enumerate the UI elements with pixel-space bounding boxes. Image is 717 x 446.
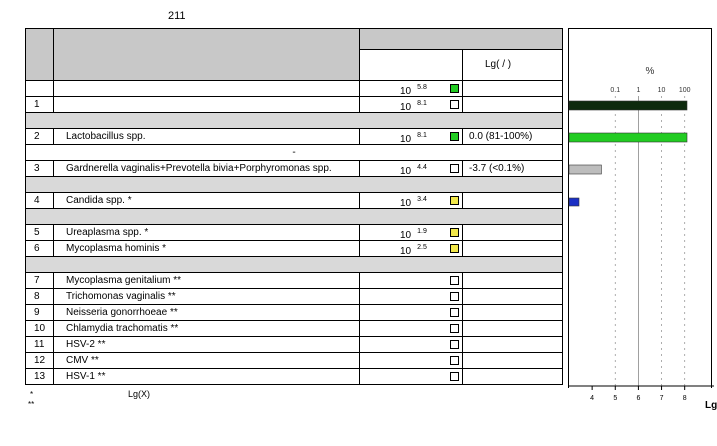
lg-value [463,369,563,385]
quantity-value: 10 $^{3.4}$ [400,196,427,209]
organism-name: Mycoplasma genitalium ** [54,273,360,289]
quantity-value: 10 $^{8.1}$ [400,100,427,113]
bar-row-2 [569,133,687,142]
value-cell [360,273,463,289]
x-tick-label: 5 [613,395,618,402]
header-num-cell [26,29,54,81]
row-number: 8 [26,289,54,305]
status-square [450,196,459,205]
lg-value [463,225,563,241]
row-number: 7 [26,273,54,289]
value-cell [360,129,463,145]
organism-name [54,97,360,113]
quantity-value: 10 $^{1.9}$ [400,228,427,241]
lg-value [463,305,563,321]
status-square [450,244,459,253]
organism-name: HSV-2 ** [54,337,360,353]
status-square [450,324,459,333]
lg-value [463,337,563,353]
bar-row-4 [569,198,579,206]
separator-mark: - [292,146,296,158]
organism-name: Lactobacillus spp. [54,129,360,145]
lg-value [463,273,563,289]
footnote-single: * [30,390,34,399]
lg-value [463,241,563,257]
row-number: 13 [26,369,54,385]
row-number: 1 [26,97,54,113]
value-cell [360,337,463,353]
reference-square [450,84,459,93]
row-number: 6 [26,241,54,257]
value-cell [360,353,463,369]
organism-name: HSV-1 ** [54,369,360,385]
bar-chart [568,28,717,413]
table-row [26,97,563,113]
results-table [25,28,563,385]
table-row [26,289,563,305]
value-cell [360,193,463,209]
table-row [26,241,563,257]
separator-row [26,145,563,161]
value-cell [360,321,463,337]
organism-name: Gardnerella vaginalis+Prevotella bivia+Porphyromonas spp. [54,161,360,177]
separator-row [26,257,563,273]
status-square [450,308,459,317]
lg-header-label: Lg( / ) [485,59,512,70]
footnote-double: ** [28,400,35,409]
lg-value [463,193,563,209]
status-square [450,132,459,141]
organism-name: Mycoplasma hominis * [54,241,360,257]
separator-row [26,113,563,129]
footnote-lgx: Lg(X) [128,389,151,399]
table-row [26,337,563,353]
table-row [26,193,563,209]
separator-row [26,177,563,193]
status-square [450,276,459,285]
table-row [26,353,563,369]
organism-name: Ureaplasma spp. * [54,225,360,241]
quantity-value: 10 $^{4.4}$ [400,164,427,177]
status-square [450,356,459,365]
status-square [450,340,459,349]
table-row [26,273,563,289]
top-tick-label: 1 [636,87,641,94]
value-cell [360,161,463,177]
row-number: 9 [26,305,54,321]
header-top-cell [360,29,563,50]
value-cell [360,289,463,305]
x-axis-label: Lg [705,400,717,411]
table-row [26,305,563,321]
status-square [450,292,459,301]
row-number: 5 [26,225,54,241]
lg-value: 0.0 (81-100%) [463,129,563,145]
table-row [26,369,563,385]
table-row [26,161,563,177]
organism-name: CMV ** [54,353,360,369]
table-row [26,321,563,337]
header-value-cell [360,50,463,81]
organism-name: Trichomonas vaginalis ** [54,289,360,305]
chart-title: % [645,66,655,77]
organism-name: Candida spp. * [54,193,360,209]
row-number: 4 [26,193,54,209]
bar-row-1 [569,101,687,110]
x-tick-label: 6 [636,395,641,402]
value-cell [360,241,463,257]
lg-value [463,321,563,337]
status-square [450,372,459,381]
organism-name: Neisseria gonorrhoeae ** [54,305,360,321]
header-lg-cell [463,50,563,81]
x-tick-label: 4 [590,395,595,402]
organism-name: Chlamydia trachomatis ** [54,321,360,337]
row-number: 10 [26,321,54,337]
reference-row: 10 $^{5.8}$ [26,81,563,97]
lg-value [463,289,563,305]
x-tick-label: 7 [659,395,664,402]
value-cell [360,305,463,321]
lg-value [463,353,563,369]
x-tick-label: 8 [682,395,687,402]
row-number: 11 [26,337,54,353]
table-row [26,129,563,145]
header-name-cell [54,29,360,81]
bar-row-3 [569,165,601,174]
page-number: 211 [168,10,186,22]
top-tick-label: 0.1 [610,87,621,94]
row-number: 3 [26,161,54,177]
quantity-value: 10 $^{8.1}$ [400,132,427,145]
row-number: 12 [26,353,54,369]
value-cell [360,97,463,113]
top-tick-label: 100 [678,87,691,94]
top-tick-label: 10 [657,87,666,94]
separator-row [26,209,563,225]
status-square [450,100,459,109]
value-cell [360,225,463,241]
lg-value: -3.7 (<0.1%) [463,161,563,177]
quantity-value: 10 $^{2.5}$ [400,244,427,257]
lg-value [463,97,563,113]
status-square [450,228,459,237]
status-square [450,164,459,173]
table-row [26,225,563,241]
value-cell [360,369,463,385]
row-number: 2 [26,129,54,145]
